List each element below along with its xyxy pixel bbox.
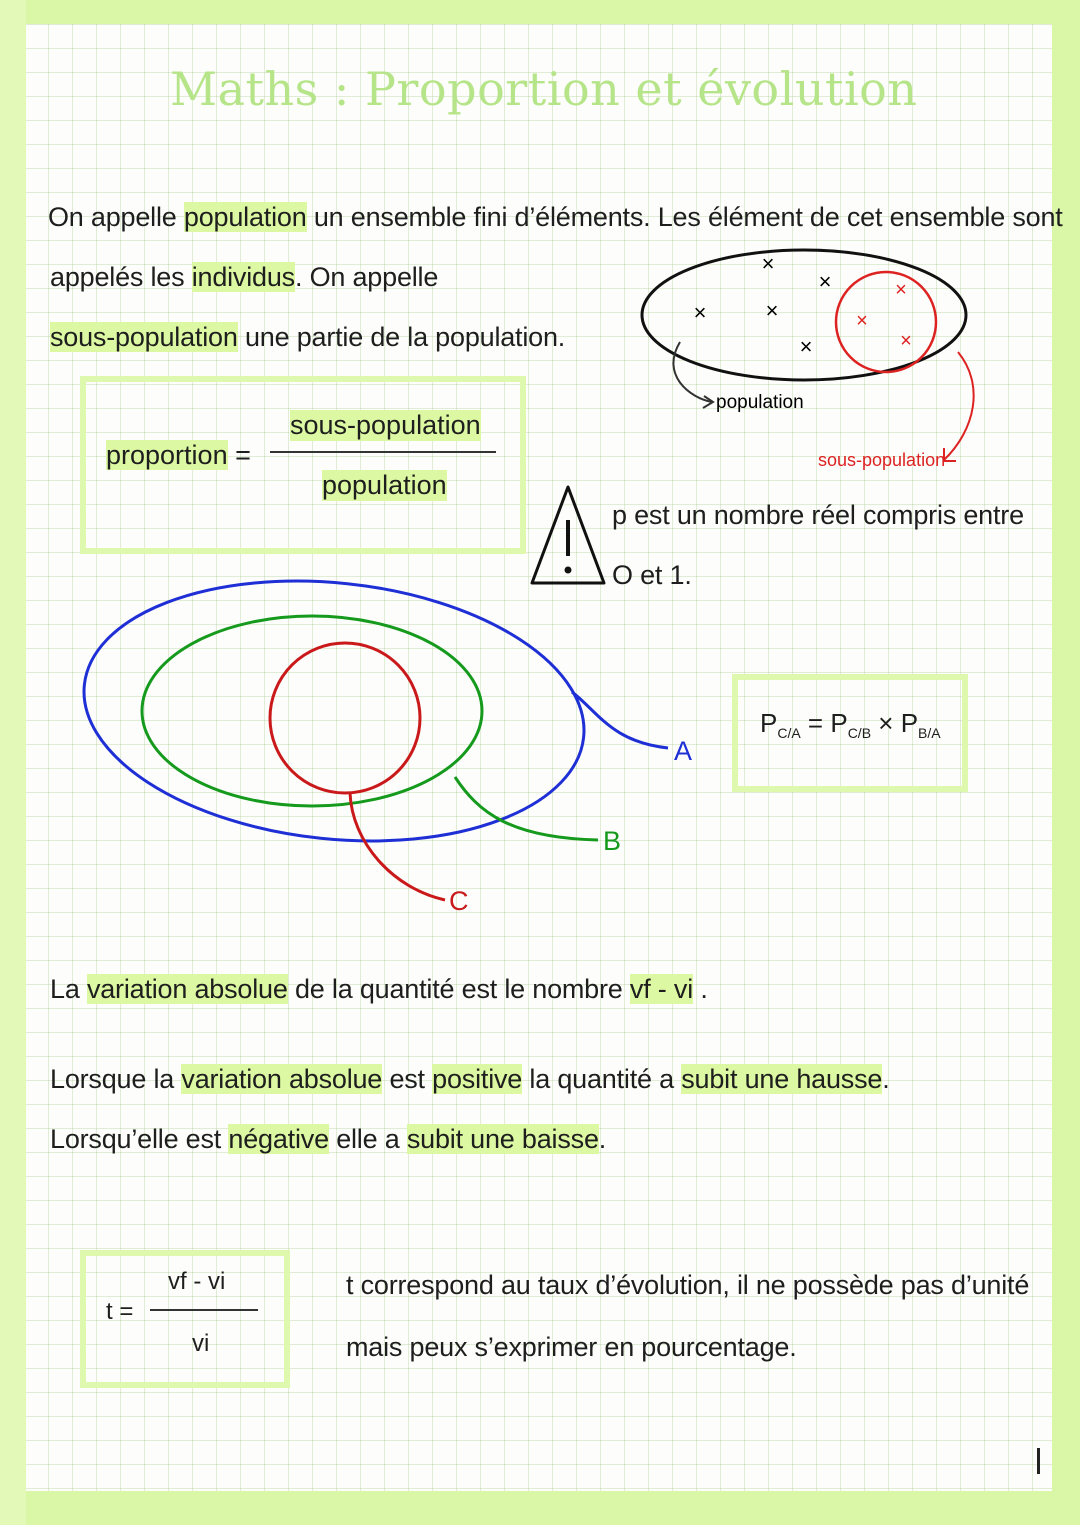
warning-line-2: O et 1. bbox=[612, 560, 692, 590]
subscript-ca: C/A bbox=[777, 725, 801, 742]
text-segment: Lorsqu’elle est bbox=[50, 1124, 229, 1154]
text-segment: . bbox=[882, 1064, 890, 1094]
probability-symbol: P bbox=[830, 708, 848, 738]
proportion-word: proportion bbox=[106, 440, 228, 470]
highlight-sous-population: sous-population bbox=[50, 322, 238, 352]
highlight-vf-vi: vf - vi bbox=[629, 974, 694, 1004]
warning-line-1: p est un nombre réel compris entre bbox=[612, 500, 1024, 530]
rate-symbol: t bbox=[106, 1298, 113, 1325]
text-segment: un ensemble fini d’éléments. Les élément de cet ensemble sont bbox=[306, 202, 1063, 232]
individual-mark: × bbox=[761, 251, 775, 276]
probability-symbol: P bbox=[900, 708, 919, 738]
text-segment: une partie de la population. bbox=[237, 322, 566, 352]
text-segment: est bbox=[382, 1064, 433, 1094]
set-a-label: A bbox=[674, 736, 693, 766]
highlight-baisse: subit une baisse bbox=[406, 1124, 599, 1154]
fraction-bar bbox=[150, 1309, 258, 1311]
highlight-negative: négative bbox=[228, 1124, 329, 1154]
rate-numerator: vf - vi bbox=[168, 1268, 226, 1295]
proportion-denominator: population bbox=[322, 470, 447, 500]
individual-mark: × bbox=[856, 310, 868, 332]
highlight-individus: individus bbox=[191, 262, 295, 292]
set-c-circle bbox=[270, 643, 420, 793]
set-c-label: C bbox=[449, 886, 469, 916]
text-segment: On appelle bbox=[48, 202, 184, 232]
highlight-variation-absolue: variation absolue bbox=[181, 1064, 383, 1094]
rate-denominator: vi bbox=[192, 1330, 210, 1357]
page-frame-bottom bbox=[0, 1491, 1080, 1525]
proportion-numerator: sous-population bbox=[290, 410, 481, 440]
page-title: Maths : Proportion et évolution bbox=[170, 62, 918, 116]
text-segment: la quantité a bbox=[522, 1064, 682, 1094]
set-c-connector bbox=[350, 793, 445, 900]
subpopulation-label: sous-population bbox=[818, 450, 946, 470]
probability-symbol: P bbox=[760, 708, 778, 738]
individual-mark: × bbox=[765, 298, 779, 323]
times-sign: × bbox=[878, 708, 894, 738]
individual-mark: × bbox=[900, 330, 912, 352]
text-segment: Lorsque la bbox=[50, 1064, 182, 1094]
individual-mark: × bbox=[895, 279, 907, 301]
set-b-ellipse bbox=[142, 616, 482, 806]
rate-text-line-2: mais peux s’exprimer en pourcentage. bbox=[346, 1332, 797, 1362]
subscript-cb: C/B bbox=[847, 725, 872, 742]
text-segment: . bbox=[598, 1124, 607, 1154]
individual-mark: × bbox=[693, 300, 707, 325]
variation-line-1 bbox=[50, 972, 708, 1006]
set-a-ellipse bbox=[71, 557, 597, 864]
variation-line-2 bbox=[50, 1062, 890, 1096]
text-segment: . bbox=[693, 974, 708, 1004]
subscript-ba: B/A bbox=[918, 725, 941, 742]
set-b-label: B bbox=[603, 826, 622, 856]
individual-mark: × bbox=[818, 269, 832, 294]
text-segment: La bbox=[50, 974, 87, 1004]
highlight-variation-absolue: variation absolue bbox=[86, 974, 288, 1004]
highlight-positive: positive bbox=[432, 1064, 523, 1094]
text-segment: appelés les bbox=[50, 262, 192, 292]
equals-sign: = bbox=[235, 440, 251, 470]
text-segment: elle a bbox=[328, 1124, 407, 1154]
pen-mark bbox=[1037, 1448, 1040, 1474]
equals-sign: = bbox=[807, 708, 824, 738]
highlight-population: population bbox=[183, 202, 307, 232]
rate-text-line-1: t correspond au taux d’évolution, il ne possède pas d’unité bbox=[346, 1270, 1030, 1300]
highlight-hausse: subit une hausse bbox=[681, 1064, 883, 1094]
text-segment: de la quantité est le nombre bbox=[287, 974, 630, 1004]
variation-line-3 bbox=[50, 1122, 606, 1156]
rate-lhs bbox=[106, 1298, 133, 1326]
individual-mark: × bbox=[799, 334, 813, 359]
text-segment: . On appelle bbox=[294, 262, 439, 292]
population-label: population bbox=[716, 392, 804, 413]
equals-sign: = bbox=[119, 1298, 134, 1325]
product-formula bbox=[760, 708, 941, 741]
set-a-connector bbox=[572, 692, 668, 748]
